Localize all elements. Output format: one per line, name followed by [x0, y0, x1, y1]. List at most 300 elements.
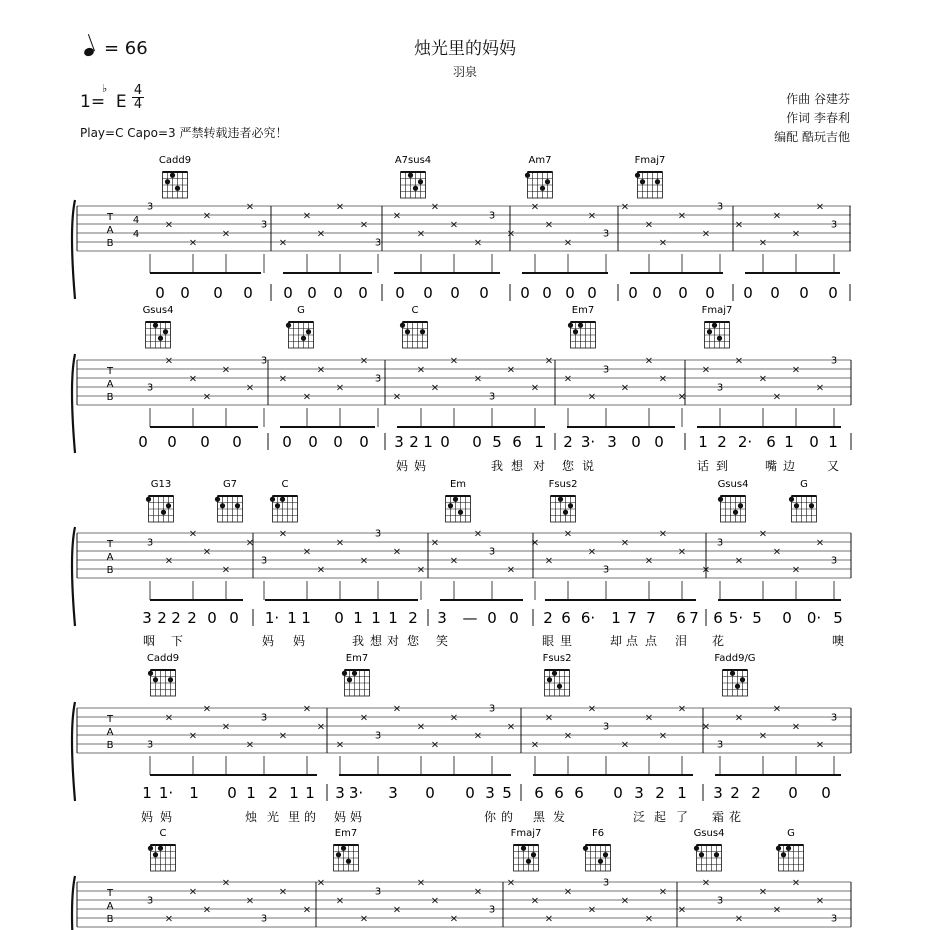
finger-dot [557, 684, 562, 689]
tab-fret-mark: × [658, 730, 668, 742]
jianpu-note: 3· [348, 784, 364, 802]
tab-fret-mark: × [245, 382, 255, 394]
lyric-char: 了 [675, 810, 689, 824]
jianpu-note: 6 [554, 784, 564, 802]
tab-fret-mark: × [278, 730, 288, 742]
jianpu-note: 0 [358, 284, 368, 302]
chord-name: Fmaj7 [701, 305, 733, 316]
tab-fret-mark: 3 [602, 564, 610, 576]
tab-fret-mark: × [416, 564, 426, 576]
lyric-char: 却 [609, 634, 623, 648]
tab-fret-mark: × [430, 537, 440, 549]
tab-fret-mark: × [164, 712, 174, 724]
chord-name: G [297, 305, 305, 316]
play-info: Play=C Capo=3 严禁转载违者必究！ [80, 126, 288, 140]
finger-dot [781, 852, 786, 857]
chord-diagram [342, 653, 370, 696]
chord-name: Gsus4 [717, 479, 749, 490]
tab-fret-mark: × [188, 528, 198, 540]
tab-fret-mark: × [202, 904, 212, 916]
tab-fret-mark: × [202, 210, 212, 222]
finger-dot [275, 503, 280, 508]
tab-fret-mark: 3 [602, 721, 610, 733]
tab-fret-mark: × [530, 382, 540, 394]
chord-diagram [395, 155, 431, 198]
jianpu-note: 3 [713, 784, 723, 802]
lyric-char: 想 [510, 459, 524, 473]
tab-fret-mark: × [734, 555, 744, 567]
jianpu-note: 3 [335, 784, 345, 802]
meter-top: 4 [133, 83, 143, 98]
tab-fret-mark: × [416, 228, 426, 240]
finger-dot [153, 852, 158, 857]
tab-fret-mark: 3 [488, 904, 496, 916]
tab-fret-mark: × [544, 712, 554, 724]
finger-dot [347, 677, 352, 682]
finger-dot [306, 329, 311, 334]
tab-fret-mark: × [587, 210, 597, 222]
finger-dot [170, 173, 175, 178]
lyric-char: 到 [715, 459, 729, 473]
finger-dot [405, 329, 410, 334]
tab-letter: T [106, 212, 114, 223]
finger-dot [714, 852, 719, 857]
jianpu-note: 0 [799, 284, 809, 302]
jianpu-note: 0 [809, 433, 819, 451]
tab-fret-mark: × [563, 528, 573, 540]
meter-bottom: 4 [133, 97, 143, 112]
lyric-char: 咽 [142, 634, 156, 648]
finger-dot [712, 323, 717, 328]
jianpu-note: 0 [200, 433, 210, 451]
finger-dot [166, 503, 171, 508]
tab-fret-mark: × [644, 555, 654, 567]
tab-fret-mark: 3 [602, 364, 610, 376]
jianpu-note: 3 [634, 784, 644, 802]
tab-fret-mark: × [278, 886, 288, 898]
tab-fret-mark: × [701, 564, 711, 576]
tab-fret-mark: × [416, 364, 426, 376]
tab-fret-mark: × [188, 886, 198, 898]
tab-fret-mark: × [188, 373, 198, 385]
jianpu-note: 1 [246, 784, 256, 802]
tab-fret-mark: × [506, 721, 516, 733]
finger-dot [733, 510, 738, 515]
jianpu-note: 1 [301, 609, 311, 627]
tab-fret-mark: × [416, 877, 426, 889]
tab-fret-mark: × [335, 895, 345, 907]
jianpu-note: 5 [833, 609, 843, 627]
tab-fret-mark: × [392, 703, 402, 715]
chord-name: Em7 [345, 653, 369, 664]
chord-name: Em7 [571, 305, 595, 316]
chord-diagram [789, 479, 817, 522]
tab-fret-mark: × [164, 219, 174, 231]
jianpu-note: 0 [821, 784, 831, 802]
tab-fret-mark: 3 [488, 210, 496, 222]
lyric-char: 的 [500, 810, 514, 824]
finger-dot [717, 336, 722, 341]
tab-fret-mark: 3 [602, 877, 610, 889]
lyric-char: 泛 [632, 810, 646, 824]
tab-fret-mark: 3 [374, 886, 382, 898]
lyric-char: 妈 [333, 810, 347, 824]
tab-fret-mark: 3 [830, 712, 838, 724]
tab-fret-mark: × [772, 904, 782, 916]
finger-dot [573, 329, 578, 334]
jianpu-note: 0 [654, 433, 664, 451]
jianpu-note: 1· [264, 609, 280, 627]
tab-fret-mark: × [430, 201, 440, 213]
finger-dot [552, 671, 557, 676]
chord-name: Fmaj7 [634, 155, 666, 166]
jianpu-note: 0 [282, 433, 292, 451]
finger-dot [163, 329, 168, 334]
tab-fret-mark: × [430, 895, 440, 907]
tab-fret-mark: × [734, 712, 744, 724]
jianpu-note: 1 [289, 784, 299, 802]
lyric-char: 对 [532, 459, 546, 473]
tab-fret-mark: 3 [830, 219, 838, 231]
finger-dot [175, 186, 180, 191]
finger-dot [694, 846, 699, 851]
jianpu-note: 0 [770, 284, 780, 302]
finger-dot [336, 852, 341, 857]
tab-meter: 4 [132, 215, 140, 226]
lyric-char: 妈 [140, 810, 154, 824]
chord-name: Fadd9/G [714, 653, 756, 664]
tab-fret-mark: × [245, 895, 255, 907]
jianpu-note: 0 [520, 284, 530, 302]
tab-fret-mark: × [677, 703, 687, 715]
tab-fret-mark: × [772, 210, 782, 222]
chord-name: Fsus2 [542, 653, 572, 664]
jianpu-note: 0 [565, 284, 575, 302]
tab-fret-mark: × [644, 219, 654, 231]
finger-dot [707, 329, 712, 334]
jianpu-note: 0 [423, 284, 433, 302]
tab-fret-mark: 3 [488, 703, 496, 715]
chord-diagram [400, 305, 428, 348]
jianpu-note: 3· [580, 433, 596, 451]
finger-dot [413, 186, 418, 191]
tab-fret-mark: 3 [716, 382, 724, 394]
jianpu-note: 1 [388, 609, 398, 627]
tab-fret-mark: × [316, 877, 326, 889]
tab-fret-mark: × [815, 537, 825, 549]
finger-dot [235, 503, 240, 508]
tab-fret-mark: × [188, 237, 198, 249]
tab-fret-mark: × [791, 721, 801, 733]
finger-dot [635, 173, 640, 178]
chord-diagram [511, 828, 542, 871]
tab-fret-mark: 3 [374, 373, 382, 385]
tab-fret-mark: × [530, 537, 540, 549]
chord-name: Fmaj7 [510, 828, 542, 839]
tab-fret-mark: × [164, 913, 174, 925]
tab-fret-mark: × [245, 739, 255, 751]
tab-fret-mark: × [791, 877, 801, 889]
finger-dot [418, 179, 423, 184]
chord-name: C [411, 305, 419, 316]
tab-fret-mark: × [335, 201, 345, 213]
chord-diagram [446, 479, 471, 522]
tab-fret-mark: × [430, 382, 440, 394]
finger-dot [168, 677, 173, 682]
finger-dot [568, 503, 573, 508]
jianpu-note: 2 [751, 784, 761, 802]
finger-dot [583, 846, 588, 851]
jianpu-note: 0 [465, 784, 475, 802]
tab-fret-mark: × [359, 219, 369, 231]
tab-fret-mark: × [430, 739, 440, 751]
lyric-char: 您 [561, 459, 575, 473]
lyric-char: 泪 [674, 634, 688, 648]
finger-dot [301, 336, 306, 341]
finger-dot [738, 503, 743, 508]
tab-fret-mark: × [316, 721, 326, 733]
tab-letter: T [106, 888, 114, 899]
tab-fret-mark: × [164, 355, 174, 367]
tab-fret-mark: × [416, 721, 426, 733]
finger-dot [699, 852, 704, 857]
jianpu-note: 1 [784, 433, 794, 451]
tab-fret-mark: 3 [830, 913, 838, 925]
jianpu-note: 0 [308, 433, 318, 451]
tab-fret-mark: × [473, 886, 483, 898]
tab-fret-mark: × [302, 210, 312, 222]
tempo-value: = 66 [104, 38, 148, 59]
lyric-char: 烛 [244, 810, 258, 824]
tab-fret-mark: × [758, 373, 768, 385]
finger-dot [346, 859, 351, 864]
tab-fret-mark: × [677, 904, 687, 916]
tab-fret-mark: × [758, 730, 768, 742]
jianpu-note: 3 [142, 609, 152, 627]
jianpu-note: 0 [227, 784, 237, 802]
tab-fret-mark: × [449, 913, 459, 925]
lyricist-credit: 作词 李春利 [786, 111, 850, 125]
tab-fret-mark: × [791, 228, 801, 240]
system-brace [72, 527, 75, 626]
lyric-char: 嘴 [764, 459, 778, 473]
tab-fret-mark: 3 [488, 391, 496, 403]
jianpu-note: 0 [613, 784, 623, 802]
tab-fret-mark: × [587, 904, 597, 916]
jianpu-note: 6 [534, 784, 544, 802]
jianpu-note: 0 [542, 284, 552, 302]
tab-fret-mark: 3 [146, 382, 154, 394]
tab-fret-mark: × [772, 546, 782, 558]
jianpu-note: 0 [395, 284, 405, 302]
chord-name: Cadd9 [146, 653, 180, 664]
jianpu-note: 3 [485, 784, 495, 802]
tab-fret-mark: × [473, 528, 483, 540]
finger-dot [400, 323, 405, 328]
finger-dot [146, 497, 151, 502]
tab-fret-mark: 3 [260, 555, 268, 567]
jianpu-note: 2 [655, 784, 665, 802]
jianpu-note: 0 [334, 609, 344, 627]
tab-fret-mark: × [278, 373, 288, 385]
tab-fret-mark: × [758, 528, 768, 540]
tab-fret-mark: × [530, 895, 540, 907]
jianpu-note: 0 [587, 284, 597, 302]
jianpu-note: 3 [607, 433, 617, 451]
jianpu-note: 0 [788, 784, 798, 802]
jianpu-note: 0 [213, 284, 223, 302]
jianpu-note: 0 [782, 609, 792, 627]
finger-dot [563, 510, 568, 515]
tab-fret-mark: × [359, 913, 369, 925]
tab-fret-mark: × [620, 201, 630, 213]
jianpu-note: 2 [268, 784, 278, 802]
tab-fret-mark: × [335, 739, 345, 751]
lyric-char: 花 [728, 810, 742, 824]
tab-fret-mark: × [620, 382, 630, 394]
jianpu-note: 2 [171, 609, 181, 627]
chord-name: G [800, 479, 808, 490]
key-letter: E [115, 92, 127, 112]
finger-dot [598, 859, 603, 864]
jianpu-note: 5 [502, 784, 512, 802]
tab-fret-mark: × [772, 703, 782, 715]
jianpu-note: 0 [652, 284, 662, 302]
jianpu-note: 6 [676, 609, 686, 627]
tab-letter: B [106, 392, 114, 403]
tab-fret-mark: 3 [716, 201, 724, 213]
tab-system [72, 200, 851, 302]
jianpu-note: 3 [437, 609, 447, 627]
chord-name: A7sus4 [394, 155, 432, 166]
jianpu-note: 0 [743, 284, 753, 302]
tab-fret-mark: 3 [374, 237, 382, 249]
jianpu-note: 0 [333, 433, 343, 451]
finger-dot [158, 336, 163, 341]
finger-dot [280, 497, 285, 502]
finger-dot [578, 323, 583, 328]
tab-fret-mark: × [449, 219, 459, 231]
jianpu-note: 5 [752, 609, 762, 627]
chord-name: G7 [222, 479, 238, 490]
chord-name: Fsus2 [548, 479, 578, 490]
finger-dot [547, 677, 552, 682]
tab-fret-mark: × [758, 886, 768, 898]
chord-diagram [714, 653, 755, 696]
tab-fret-mark: × [449, 355, 459, 367]
chord-diagram [718, 479, 749, 522]
jianpu-note: 0 [307, 284, 317, 302]
tab-fret-mark: 3 [260, 913, 268, 925]
jianpu-note: 2 [408, 609, 418, 627]
tab-fret-mark: × [815, 201, 825, 213]
chord-name: C [281, 479, 289, 490]
chord-name: C [159, 828, 167, 839]
lyric-char: 笑 [435, 634, 449, 648]
tab-fret-mark: × [734, 355, 744, 367]
lyric-char: 点 [625, 634, 639, 648]
tab-letter: B [106, 238, 114, 249]
lyric-char: 您 [406, 634, 420, 648]
tab-fret-mark: 3 [716, 895, 724, 907]
chord-name: F6 [591, 828, 605, 839]
jianpu-note: 0 [705, 284, 715, 302]
tab-fret-mark: 3 [260, 712, 268, 724]
tab-fret-mark: × [563, 237, 573, 249]
tab-fret-mark: × [791, 364, 801, 376]
chord-name: G [787, 828, 795, 839]
tab-fret-mark: × [278, 237, 288, 249]
tab-fret-mark: 3 [830, 555, 838, 567]
tab-fret-mark: × [644, 712, 654, 724]
tab-fret-mark: 3 [830, 355, 838, 367]
tab-fret-mark: × [544, 355, 554, 367]
finger-dot [545, 179, 550, 184]
tab-fret-mark: × [658, 237, 668, 249]
tab-letter: B [106, 914, 114, 925]
tab-fret-mark: × [734, 219, 744, 231]
jianpu-note: 0 [167, 433, 177, 451]
lyric-char: 又 [826, 459, 840, 473]
tab-fret-mark: × [278, 528, 288, 540]
jianpu-note: 0 [631, 433, 641, 451]
tab-fret-mark: × [449, 555, 459, 567]
tab-fret-mark: × [245, 201, 255, 213]
jianpu-note: 0 [333, 284, 343, 302]
tab-system [72, 527, 851, 648]
chord-diagram [525, 155, 553, 198]
jianpu-note: 1 [677, 784, 687, 802]
tab-fret-mark: × [392, 904, 402, 916]
finger-dot [215, 497, 220, 502]
tab-fret-mark: × [677, 391, 687, 403]
tab-fret-mark: × [758, 237, 768, 249]
chord-diagram [148, 828, 176, 871]
tab-fret-mark: × [302, 703, 312, 715]
chord-diagram [143, 305, 174, 348]
tab-letter: T [106, 366, 114, 377]
tab-fret-mark: × [473, 730, 483, 742]
tab-fret-mark: 3 [260, 355, 268, 367]
jianpu-note: 1 [353, 609, 363, 627]
tab-system [72, 702, 851, 824]
jianpu-note: 3 [388, 784, 398, 802]
jianpu-note: 7 [627, 609, 637, 627]
tab-fret-mark: × [449, 712, 459, 724]
finger-dot [809, 503, 814, 508]
tab-fret-mark: × [392, 210, 402, 222]
finger-dot [558, 497, 563, 502]
finger-dot [521, 846, 526, 851]
jianpu-note: 7 [646, 609, 656, 627]
tab-fret-mark: × [202, 546, 212, 558]
tab-fret-mark: × [164, 555, 174, 567]
jianpu-note: 0 [359, 433, 369, 451]
finger-dot [786, 846, 791, 851]
tab-fret-mark: × [587, 546, 597, 558]
tab-letter: T [106, 714, 114, 725]
tab-fret-mark: × [815, 382, 825, 394]
tab-fret-mark: 3 [146, 739, 154, 751]
arranger-credit: 编配 酷玩吉他 [774, 130, 850, 144]
finger-dot [540, 186, 545, 191]
chord-name: G13 [150, 479, 172, 490]
tab-letter: A [106, 901, 114, 912]
tab-fret-mark: × [620, 739, 630, 751]
finger-dot [568, 323, 573, 328]
finger-dot [161, 510, 166, 515]
tab-fret-mark: × [677, 546, 687, 558]
